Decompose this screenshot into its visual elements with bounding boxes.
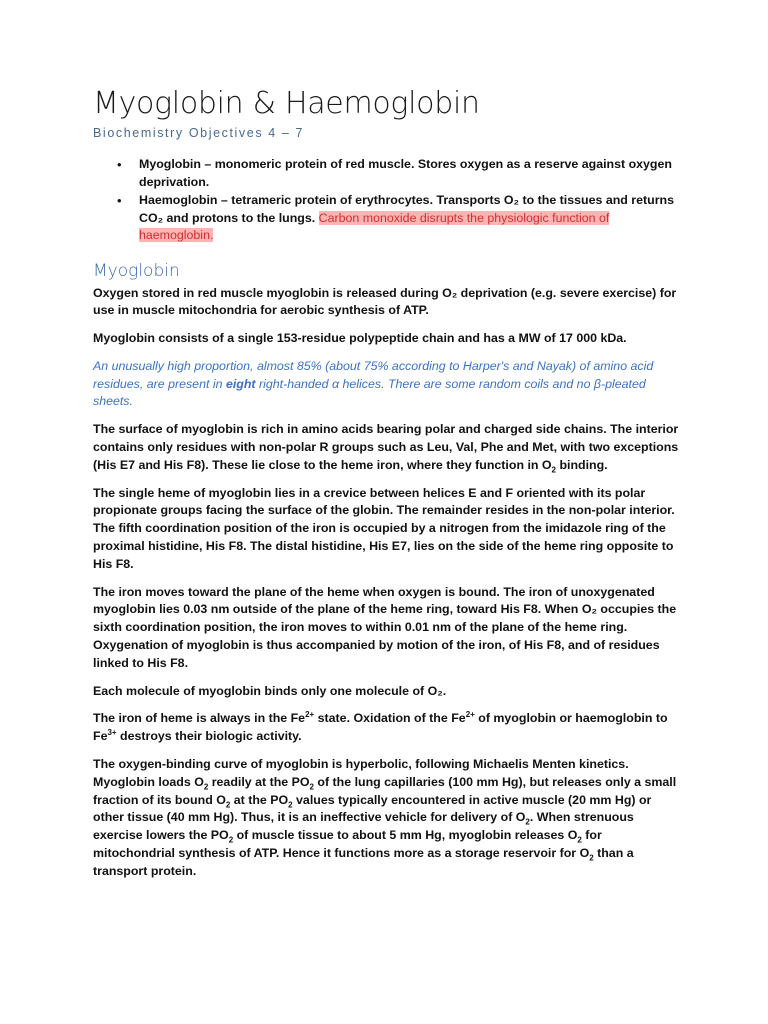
text: hyperbolic (345, 757, 409, 772)
text: for mitochondrial synthesis of ATP. Hence it functions more as a storage reservoir for O (93, 828, 602, 861)
paragraph-7-text: Each molecule of myoglobin binds only one molecule of O₂. (93, 683, 447, 698)
subscript: 2 (288, 800, 293, 810)
subscript: 2 (228, 835, 234, 845)
subscript: 2 (551, 465, 556, 475)
text: the iron moves to within 0.01 nm of the plane of the heme ring. (258, 620, 628, 635)
text: . When strenuous exercise lowers the PO (93, 810, 634, 843)
text: The iron of unoxygenated myoglobin lies 0.03 nm outside of the plane of the heme ring, (93, 584, 655, 617)
text: Michaelis Menten kinetics (473, 757, 626, 772)
document-page (93, 86, 683, 891)
text: , following (408, 757, 474, 772)
paragraph-9 (93, 756, 683, 881)
text: polar and charged side chains (424, 422, 604, 437)
text: The single heme of myoglobin lies in a crevice between helices E and F oriented with its (93, 485, 615, 500)
emphasis-text: eight (225, 376, 256, 391)
text: binding. (556, 457, 608, 472)
highlighted-text: Carbon monoxide disrupts the physiologic function of haemoglobin. (139, 210, 610, 242)
text: at the PO (230, 792, 289, 807)
superscript: 3+ (107, 728, 117, 738)
superscript: 2+ (465, 710, 475, 720)
subscript: 2 (225, 800, 231, 810)
text: of myoglobin or haemoglobin to Fe (93, 711, 668, 744)
subscript: 2 (577, 835, 582, 845)
text: . When O₂ occupies the sixth coordination position, (93, 602, 677, 635)
paragraph-4 (93, 421, 683, 474)
text: Oxidation of the Fe (353, 711, 466, 726)
text: The iron moves toward the plane of the heme when oxygen is bound. (93, 584, 500, 599)
bullet-myoglobin (139, 156, 683, 191)
text: of muscle tissue to about 5 mm Hg, myoglobin releases O (233, 828, 578, 843)
text: , His F8. The distal histidine, His E7, lies on the side of the heme ring opposite to His F8. (93, 539, 674, 571)
text: Oxygenation of myoglobin is thus accompanied by (93, 638, 397, 653)
text: than a transport protein. (93, 846, 634, 878)
page-subtitle: Biochemistry Objectives 4 – 7 (93, 126, 305, 140)
paragraph-3 (93, 358, 683, 411)
text: toward His F8 (456, 602, 538, 617)
paragraph-1-text: Oxygen stored in red muscle myoglobin is released during O₂ deprivation (e.g. severe exercise) for use in muscle mitochondria for aerobic synthesis of ATP. (93, 285, 677, 318)
subscript: 2 (525, 817, 530, 827)
text: proximal histidine (93, 539, 200, 554)
page-title: Myoglobin & Haemoglobin (93, 86, 480, 121)
text: . Myoglobin loads O (93, 757, 629, 789)
summary-bullet-list (93, 156, 683, 245)
subscript: 2 (203, 782, 209, 792)
paragraph-1 (93, 285, 683, 321)
subscript: 2 (589, 853, 594, 863)
text: An unusually high proportion, almost 85% (about 75% according to Harper's and Nayak) of amino acid residues, are present in (93, 358, 654, 391)
text: motion of the iron, of His F8, and of residues linked to His F8. (93, 638, 660, 670)
text: of the lung capillaries (100 mm Hg), but releases only a small fraction of its bound O (93, 774, 677, 807)
text: values typically encountered in active muscle (20 mm Hg) or other tissue (40 mm Hg). Thus, it is an ineffective vehicle for delivery of O (93, 792, 652, 825)
text: state. (314, 711, 354, 726)
text: polar propionate groups facing the surface of the globin (93, 485, 646, 518)
text: readily at the PO (208, 774, 310, 789)
superscript: 2+ (305, 710, 315, 720)
paragraph-2-text: Myoglobin consists of a single 153-residue polypeptide chain and has a MW of 17 000 kDa. (93, 331, 627, 346)
paragraph-7 (93, 683, 683, 701)
text: . The interior contains only residues with non-polar R groups such as Leu, Val, Phe and Met, with two exceptions (His E7 and His F8). These lie close to the heme iron, where they function in O (93, 422, 679, 472)
paragraph-6 (93, 584, 683, 673)
bullet-haemoglobin-text: Haemoglobin – tetrameric protein of erythrocytes. Transports O₂ to the tissues and returns CO₂ and protons to the lungs. (139, 193, 674, 225)
bullet-haemoglobin (139, 192, 683, 245)
paragraph-5 (93, 485, 683, 574)
paragraph-2 (93, 330, 683, 348)
text: destroys their biologic activity. (116, 729, 302, 744)
text: right-handed α helices. There are some random coils and no β-pleated sheets. (93, 376, 646, 409)
text: The surface of myoglobin is rich in amino acids bearing (93, 422, 425, 437)
section-heading-myoglobin: Myoglobin (93, 260, 180, 281)
bullet-myoglobin-text: Myoglobin – monomeric protein of red muscle. Stores oxygen as a reserve against oxygen deprivation. (139, 157, 672, 189)
text: The oxygen-binding curve of myoglobin is (93, 757, 346, 772)
text: The iron of heme is always in the Fe (93, 711, 306, 726)
paragraph-8 (93, 710, 683, 746)
subscript: 2 (309, 782, 314, 792)
text: . The remainder resides in the non-polar interior. The fifth coordination position of the iron is occupied by a nitrogen from the imidazole ring of the (93, 503, 675, 536)
